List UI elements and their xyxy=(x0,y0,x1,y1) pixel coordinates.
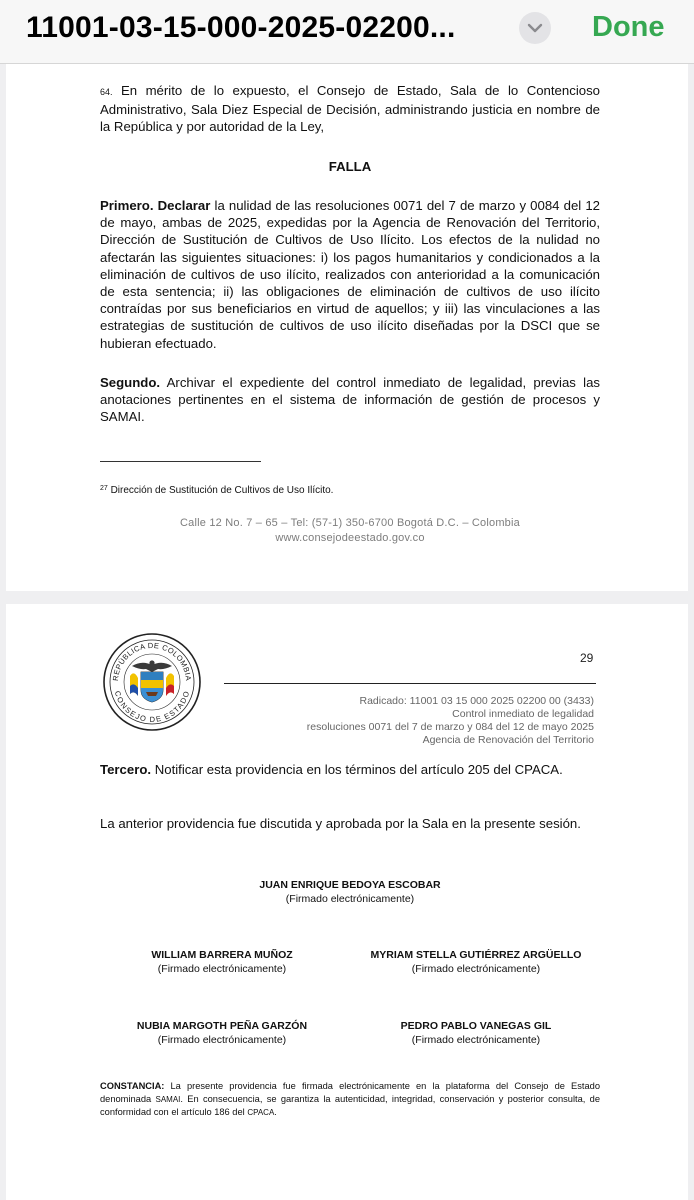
falla-heading: FALLA xyxy=(328,159,372,174)
consejo-de-estado-seal xyxy=(102,632,202,732)
signature-note: (Firmado electrónicamente) xyxy=(411,963,541,975)
closing-statement: La anterior providencia fue discutida y aprobada por la Sala en la presente sesión. xyxy=(100,816,581,831)
header-divider xyxy=(224,683,596,684)
header-resoluciones: resoluciones 0071 del 7 de marzo y 084 del 12 de mayo 2025 xyxy=(306,721,594,733)
constancia-note: CONSTANCIA: La presente providencia fue firmada electrónicamente en la plataforma del Consejo de Estado denominada SAMAI. En consecuencia, se garantiza la autenticidad, integridad, conservación y posterior consulta, de conformidad con el artículo 186 del CPACA. xyxy=(100,1081,600,1118)
seal-top-text: REPÚBLICA DE COLOMBIA xyxy=(110,640,194,682)
primero-text: la nulidad de las resoluciones 0071 del 7 de marzo y 0084 del 12 de mayo, ambas de 2025, expedidas por la Agencia de Renovación del Territorio, Dirección de Sustitución de Cultivos de Uso Ilícito. Los efectos de la nulidad no afectarán las siguientes situaciones: i) los pagos humanitarios y condicionados a la eliminación de cultivos de uso ilícito, realizados con anterioridad a la comunicación de esta sentencia; ii) las obligaciones de eliminación de cultivos de uso ilícito contraídas por sus beneficiarios en virtud de aquellos; y iii) las vinculaciones a las estrategias de sustitución de cultivos de uso ilícito diseñadas por la DSCI que se hubieran efectuado. xyxy=(100,198,600,351)
tercero-label: Tercero. xyxy=(100,762,152,777)
signature-block xyxy=(200,878,500,906)
signature-note: (Firmado electrónicamente) xyxy=(411,1034,541,1046)
constancia-label: CONSTANCIA: xyxy=(100,1081,165,1091)
footer-address: Calle 12 No. 7 – 65 – Tel: (57-1) 350-6700 Bogotá D.C. – Colombia xyxy=(180,517,520,529)
segundo-text: Archivar el expediente del control inmediato de legalidad, previas las anotaciones pertinentes en el sistema de información de gestión de procesos y SAMAI. xyxy=(100,375,600,425)
document-page-28 xyxy=(6,64,688,591)
seal-bottom-text: CONSEJO DE ESTADO xyxy=(113,689,191,724)
segundo-label: Segundo. xyxy=(100,375,161,390)
footnote-text: Dirección de Sustitución de Cultivos de Uso Ilícito. xyxy=(110,485,334,496)
signatory-name: NUBIA MARGOTH PEÑA GARZÓN xyxy=(136,1020,308,1032)
expand-title-button[interactable] xyxy=(519,12,551,44)
document-title[interactable]: 11001-03-15-000-2025-02200... xyxy=(26,11,456,44)
signatory-name: WILLIAM BARRERA MUÑOZ xyxy=(151,949,293,961)
signature-note: (Firmado electrónicamente) xyxy=(157,963,287,975)
header-radicado: Radicado: 11001 03 15 000 2025 02200 00 (3433) xyxy=(359,695,594,707)
signature-block xyxy=(340,1019,612,1047)
header-agencia: Agencia de Renovación del Territorio xyxy=(422,734,594,746)
paragraph-tercero xyxy=(100,761,620,778)
primero-label: Primero. Declarar xyxy=(100,198,211,213)
footnote-number: 27 xyxy=(100,485,108,492)
document-page-29 xyxy=(6,604,688,1200)
footer-website[interactable]: www.consejodeestado.gov.co xyxy=(275,532,425,544)
signature-note: (Firmado electrónicamente) xyxy=(285,893,415,905)
coat-of-arms-icon xyxy=(102,632,202,732)
page-number: 29 xyxy=(580,651,594,665)
viewer-toolbar xyxy=(0,0,694,64)
paragraph-segundo xyxy=(100,374,600,426)
paragraph-64-text: En mérito de lo expuesto, el Consejo de Estado, Sala de lo Contencioso Administrativo, Sala Diez Especial de Decisión, administrando justicia en nombre de la República y por autoridad de la Ley, xyxy=(100,83,601,135)
signature-note: (Firmado electrónicamente) xyxy=(157,1034,287,1046)
signature-block xyxy=(86,1019,358,1047)
chevron-down-icon xyxy=(527,21,543,35)
signature-block xyxy=(340,948,612,976)
signature-block xyxy=(86,948,358,976)
paragraph-number: 64. xyxy=(100,87,113,97)
done-button[interactable]: Done xyxy=(592,11,665,43)
signatory-name: JUAN ENRIQUE BEDOYA ESCOBAR xyxy=(259,879,441,891)
signatory-name: MYRIAM STELLA GUTIÉRREZ ARGÜELLO xyxy=(370,949,582,961)
tercero-text: Notificar esta providencia en los términos del artículo 205 del CPACA. xyxy=(154,762,563,777)
footnote-divider xyxy=(100,461,261,462)
header-control: Control inmediato de legalidad xyxy=(452,708,594,720)
footnote xyxy=(100,485,333,496)
paragraph-64 xyxy=(100,82,600,136)
paragraph-primero xyxy=(100,197,600,352)
signatory-name: PEDRO PABLO VANEGAS GIL xyxy=(400,1020,552,1032)
